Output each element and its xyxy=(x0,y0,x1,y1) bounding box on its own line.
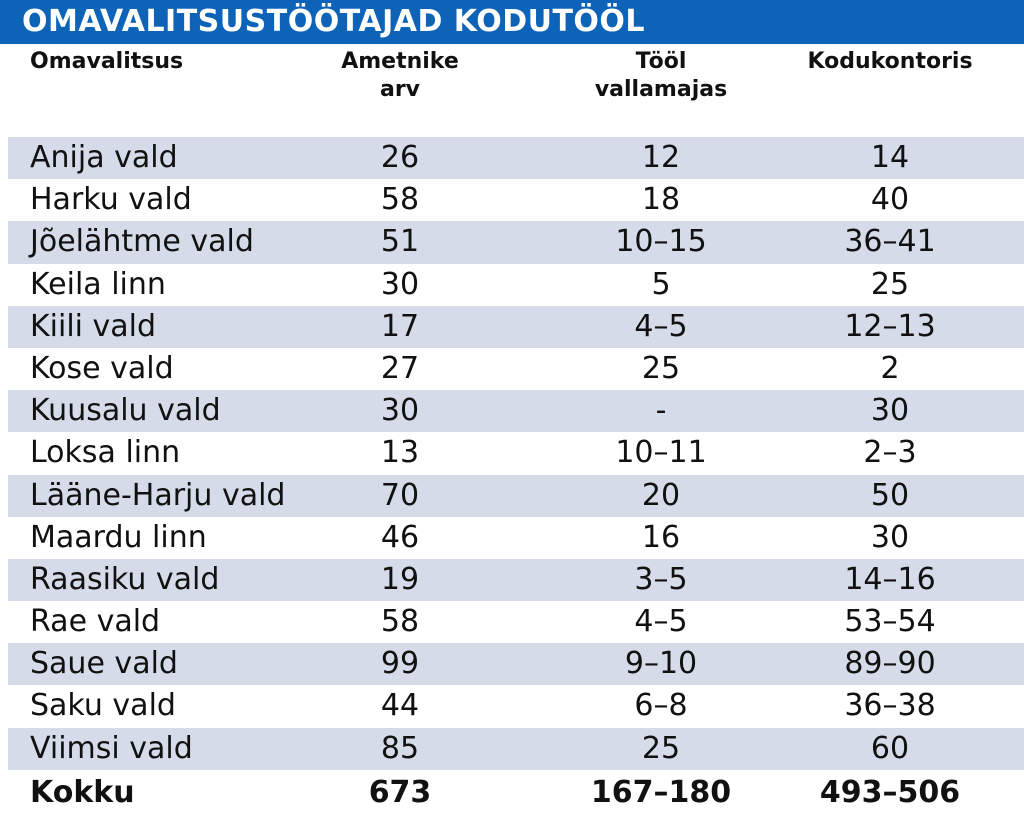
officials-value: 30 xyxy=(380,266,420,302)
officials-value: 51 xyxy=(380,224,420,260)
home-value: 53–54 xyxy=(844,604,936,640)
officials-value: 44 xyxy=(380,688,420,724)
office-value: 3–5 xyxy=(634,561,688,597)
table-row xyxy=(8,559,1024,601)
total-home: 493–506 xyxy=(819,775,961,810)
total-label: Kokku xyxy=(30,775,135,810)
municipality-name: Maardu linn xyxy=(30,519,207,555)
table-row xyxy=(8,306,1024,348)
table-row xyxy=(8,179,1024,221)
municipality-name: Kuusalu vald xyxy=(30,393,221,429)
home-value: 40 xyxy=(870,182,910,218)
officials-value: 70 xyxy=(380,477,420,513)
officials-value: 46 xyxy=(380,519,420,555)
header-officials-line2: arv xyxy=(379,77,421,102)
home-value: 30 xyxy=(870,393,910,429)
table-row xyxy=(8,685,1024,727)
municipality-name: Harku vald xyxy=(30,182,192,218)
table-row xyxy=(8,517,1024,559)
municipality-name: Viimsi vald xyxy=(30,730,193,766)
office-value: 25 xyxy=(641,350,681,386)
municipality-name: Rae vald xyxy=(30,604,161,640)
header-home: Kodukontoris xyxy=(807,49,973,74)
home-value: 50 xyxy=(870,477,910,513)
officials-value: 99 xyxy=(380,646,420,682)
header-officials xyxy=(300,48,500,104)
home-value: 14–16 xyxy=(844,561,936,597)
municipality-name: Kiili vald xyxy=(30,308,157,344)
home-value: 60 xyxy=(870,730,910,766)
office-value: 10–11 xyxy=(615,435,707,471)
officials-value: 19 xyxy=(380,561,420,597)
municipality-name: Anija vald xyxy=(30,140,178,175)
header-office-line1: Tööl xyxy=(635,49,687,74)
total-officials: 673 xyxy=(368,775,432,810)
home-value: 2–3 xyxy=(863,435,917,471)
municipality-name: Kose vald xyxy=(30,350,174,386)
officials-value: 85 xyxy=(380,730,420,766)
table-row xyxy=(8,601,1024,643)
office-value: 4–5 xyxy=(634,308,688,344)
home-value: 2 xyxy=(880,350,900,386)
municipality-name: Saue vald xyxy=(30,646,178,682)
office-value: 9–10 xyxy=(624,646,698,682)
title-bar xyxy=(0,0,1024,44)
officials-value: 58 xyxy=(380,604,420,640)
municipality-name: Loksa linn xyxy=(30,435,181,471)
officials-value: 30 xyxy=(380,393,420,429)
office-value: 10–15 xyxy=(615,224,707,260)
home-value: 12–13 xyxy=(844,308,936,344)
total-office: 167–180 xyxy=(590,775,732,810)
office-value: 12 xyxy=(641,140,681,175)
table-row xyxy=(8,390,1024,432)
table-row xyxy=(8,348,1024,390)
office-value: 20 xyxy=(641,477,681,513)
municipality-name: Lääne-Harju vald xyxy=(30,477,286,513)
header-municipality: Omavalitsus xyxy=(30,49,184,74)
office-value: - xyxy=(655,393,667,429)
total-row xyxy=(8,770,1024,816)
table-row xyxy=(8,475,1024,517)
officials-value: 27 xyxy=(380,350,420,386)
home-value: 14 xyxy=(870,140,910,175)
municipality-name: Keila linn xyxy=(30,266,166,302)
office-value: 6–8 xyxy=(634,688,688,724)
officials-value: 58 xyxy=(380,182,420,218)
table-row xyxy=(8,264,1024,306)
header-office-line2: vallamajas xyxy=(594,77,728,102)
office-value: 18 xyxy=(641,182,681,218)
header-officials-line1: Ametnike xyxy=(341,49,459,74)
municipality-name: Saku vald xyxy=(30,688,176,724)
home-value: 30 xyxy=(870,519,910,555)
table-row xyxy=(8,643,1024,685)
municipality-name: Raasiku vald xyxy=(30,561,220,597)
table-row xyxy=(8,432,1024,474)
home-value: 25 xyxy=(870,266,910,302)
office-value: 16 xyxy=(641,519,681,555)
home-value: 89–90 xyxy=(844,646,936,682)
office-value: 4–5 xyxy=(634,604,688,640)
municipality-name: Jõelähtme vald xyxy=(30,224,254,260)
table-row xyxy=(8,728,1024,770)
home-value: 36–38 xyxy=(844,688,936,724)
table-row xyxy=(8,221,1024,263)
header-office xyxy=(561,48,761,104)
home-value: 36–41 xyxy=(844,224,936,260)
officials-value: 17 xyxy=(380,308,420,344)
table-title: OMAVALITSUSTÖÖTAJAD KODUTÖÖL xyxy=(22,4,646,39)
table-row xyxy=(8,137,1024,179)
officials-value: 13 xyxy=(380,435,420,471)
data-table xyxy=(8,137,1024,770)
officials-value: 26 xyxy=(380,140,420,175)
office-value: 5 xyxy=(651,266,671,302)
office-value: 25 xyxy=(641,730,681,766)
